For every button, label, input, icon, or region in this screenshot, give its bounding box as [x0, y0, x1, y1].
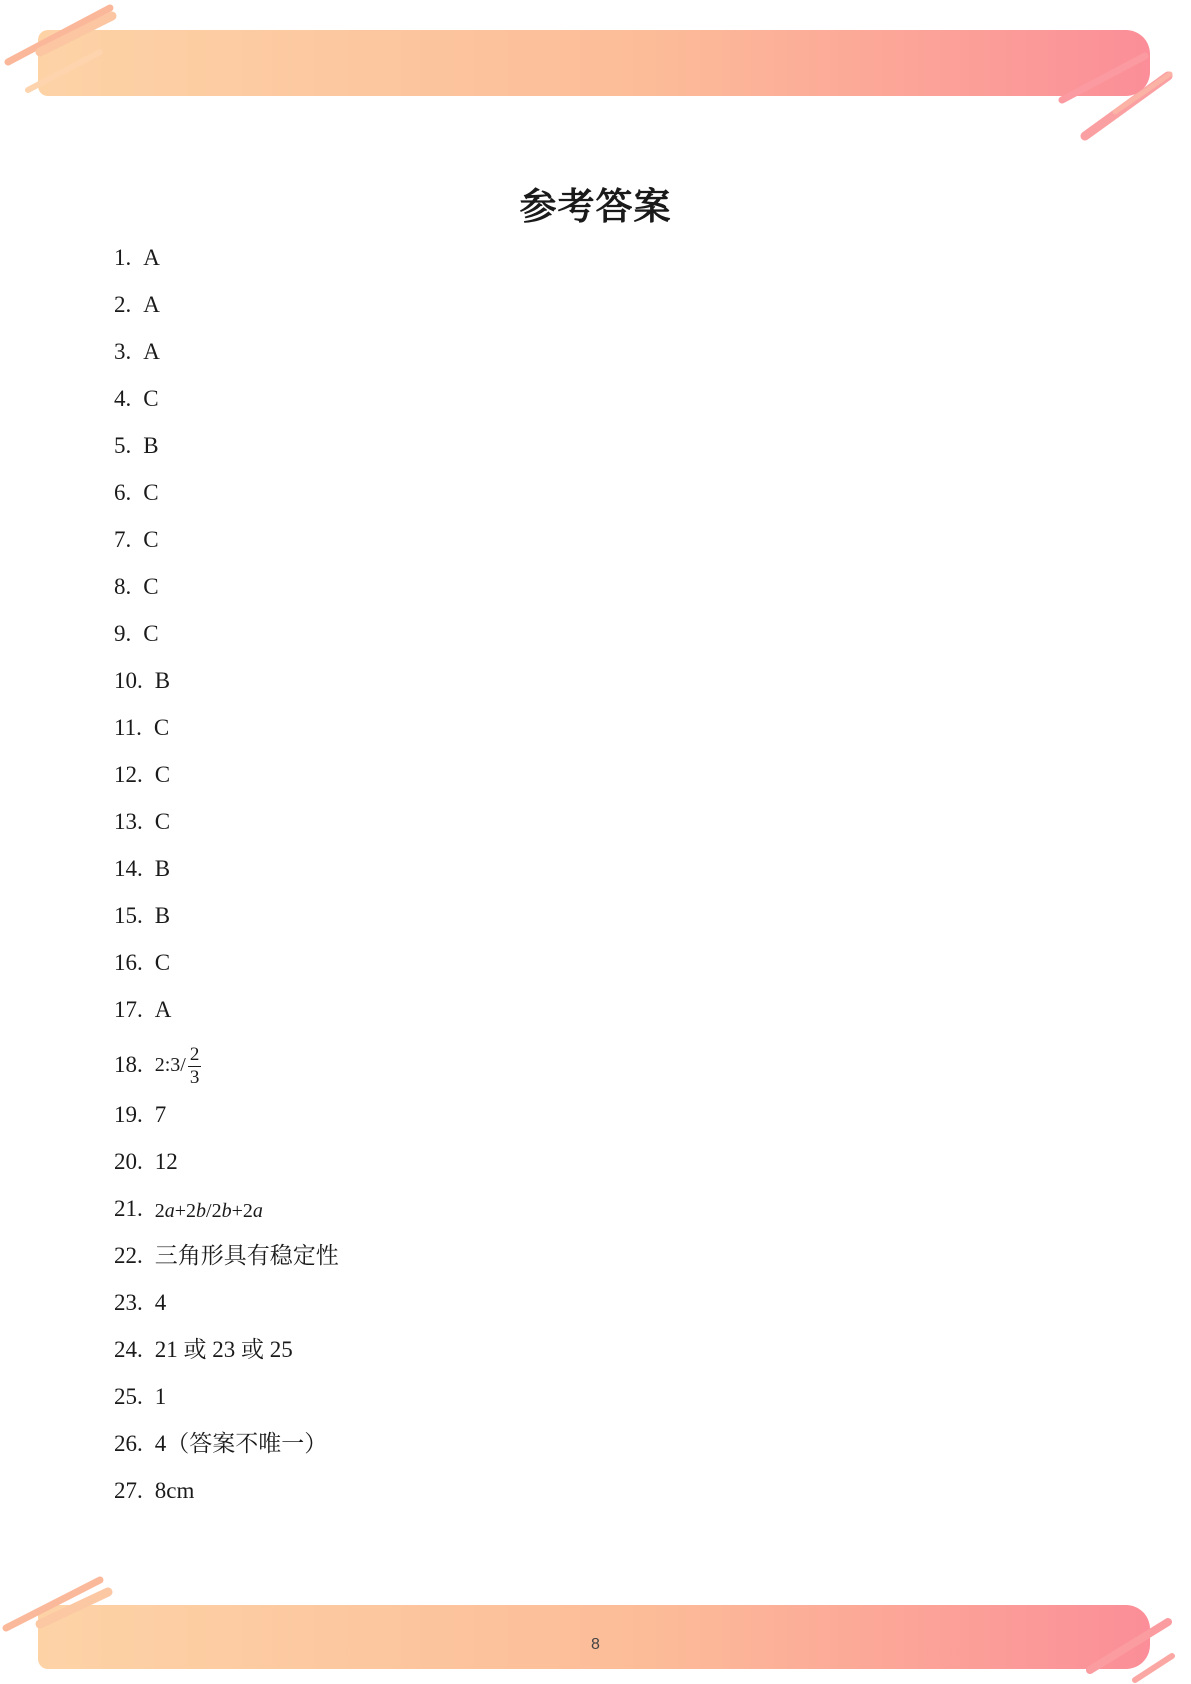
answer-item — [114, 1429, 327, 1459]
answer-number: 25. — [114, 1384, 143, 1409]
answer-item — [114, 807, 170, 837]
answer-value: 7 — [154, 1102, 167, 1127]
answer-value: A — [143, 245, 160, 270]
page-title: 参考答案 — [519, 185, 672, 228]
page-number: 8 — [591, 1636, 600, 1653]
answer-value: B — [154, 856, 171, 881]
answer-item — [114, 572, 159, 602]
answer-item — [114, 290, 160, 320]
answer-value: A — [143, 292, 160, 317]
answer-value: 4（答案不唯一） — [154, 1431, 328, 1456]
answer-item — [114, 384, 159, 414]
answer-item — [114, 1241, 339, 1271]
answer-value — [155, 1044, 202, 1089]
ratio-text: 2:3/ — [154, 1054, 186, 1077]
answer-value: C — [153, 715, 170, 740]
answer-value: B — [154, 668, 171, 693]
answer-value: B — [154, 903, 171, 928]
stripe-tl-3 — [28, 52, 100, 90]
fraction — [188, 1044, 202, 1089]
answer-value: C — [143, 527, 159, 552]
answer-value: C — [143, 386, 159, 411]
answer-item — [114, 948, 170, 978]
answer-item — [114, 431, 159, 461]
answer-item — [114, 525, 159, 555]
answer-value: 21 或 23 或 25 — [154, 1337, 293, 1362]
answer-item — [114, 666, 170, 696]
answer-number: 16. — [114, 950, 143, 975]
answer-item — [114, 1044, 201, 1089]
answer-number: 13. — [114, 809, 143, 834]
answer-value: C — [154, 950, 171, 975]
answer-item — [114, 713, 169, 743]
answer-number: 6. — [114, 480, 132, 505]
answer-value: 1 — [154, 1384, 167, 1409]
answer-number: 9. — [114, 621, 132, 646]
stripe-tl-2 — [40, 16, 112, 52]
answer-number: 21. — [114, 1196, 143, 1221]
answer-number: 10. — [114, 668, 143, 693]
answer-value: 4 — [154, 1290, 167, 1315]
answer-item — [114, 1288, 166, 1318]
answer-value: 8cm — [154, 1478, 195, 1503]
answer-number: 20. — [114, 1149, 143, 1174]
answer-number: 5. — [114, 433, 132, 458]
answer-number: 24. — [114, 1337, 143, 1362]
answer-number: 23. — [114, 1290, 143, 1315]
answer-value: 三角形具有稳定性 — [154, 1243, 339, 1268]
answer-item — [114, 1476, 194, 1506]
answer-value: 12 — [154, 1149, 178, 1174]
answer-item — [114, 854, 170, 884]
answer-number: 19. — [114, 1102, 143, 1127]
answer-number: 15. — [114, 903, 143, 928]
answer-number: 17. — [114, 997, 143, 1022]
answer-number: 4. — [114, 386, 132, 411]
answer-number: 1. — [114, 245, 132, 270]
answer-item — [114, 760, 170, 790]
answer-value: C — [143, 480, 159, 505]
answer-item — [114, 478, 159, 508]
answer-number: 7. — [114, 527, 132, 552]
stripe-tr-3 — [1115, 74, 1170, 112]
fraction-numerator: 2 — [189, 1044, 200, 1065]
answer-value: C — [143, 621, 159, 646]
answer-value: A — [154, 997, 172, 1022]
answer-value: A — [143, 339, 160, 364]
answer-item — [114, 1147, 178, 1177]
answer-item — [114, 619, 159, 649]
answer-item — [114, 1194, 263, 1226]
answer-item — [114, 337, 160, 367]
answer-item — [114, 1335, 293, 1365]
answer-item — [114, 243, 160, 273]
answer-number: 14. — [114, 856, 143, 881]
fraction-denominator: 3 — [189, 1067, 200, 1088]
answer-number: 22. — [114, 1243, 143, 1268]
answer-value: C — [143, 574, 159, 599]
stripe-tr-1 — [1062, 56, 1145, 100]
answer-number: 3. — [114, 339, 132, 364]
answer-value: C — [154, 762, 171, 787]
answer-number: 26. — [114, 1431, 143, 1456]
answer-value: C — [154, 809, 171, 834]
answer-number: 2. — [114, 292, 132, 317]
answer-item — [114, 1382, 166, 1412]
answer-value: 2a+2b/2b+2a — [154, 1199, 263, 1222]
answer-number: 18. — [114, 1051, 143, 1077]
answer-value: B — [143, 433, 159, 458]
answer-number: 11. — [114, 715, 142, 740]
answer-number: 12. — [114, 762, 143, 787]
answer-number: 8. — [114, 574, 132, 599]
answer-number: 27. — [114, 1478, 143, 1503]
answer-item — [114, 1100, 166, 1130]
answer-item — [114, 901, 170, 931]
answer-item — [114, 995, 171, 1025]
stripe-br-2 — [1135, 1656, 1172, 1680]
